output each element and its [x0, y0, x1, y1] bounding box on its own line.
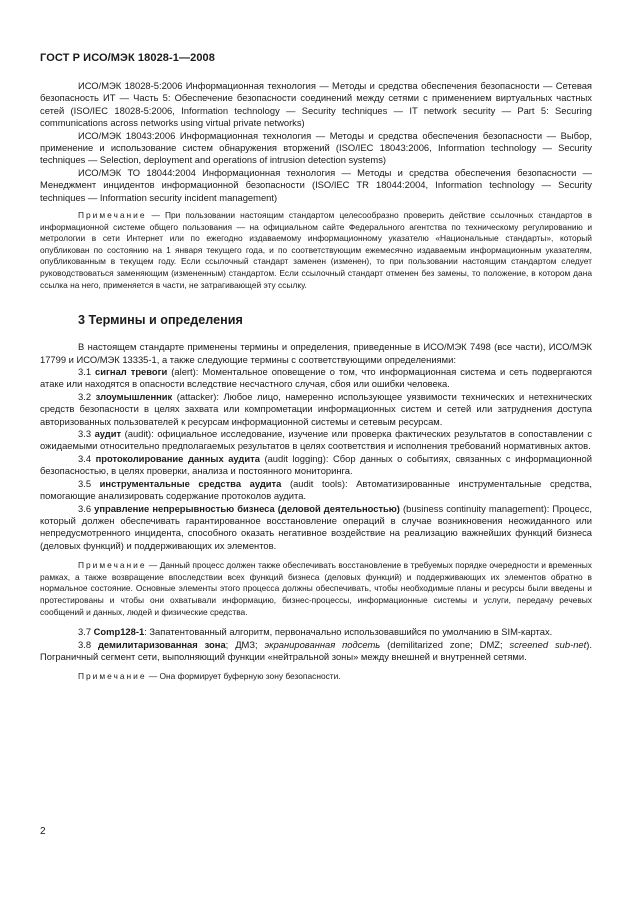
term-definition: : Запатентованный алгоритм, первоначально использовавшийся по умолчанию в SIM-картах.: [144, 626, 553, 638]
term-3-8: [40, 639, 592, 664]
term-name: управление непрерывностью бизнеса (деловой деятельностью): [94, 502, 400, 514]
document-header: ГОСТ Р ИСО/МЭК 18028-1—2008: [40, 52, 215, 64]
term-number: 3.3: [78, 428, 95, 440]
term-3-6: [40, 503, 592, 553]
term-definition: (audit tools): Автоматизированные инструментальные средства, помогающие анализировать содержание протоколов аудита.: [40, 477, 592, 502]
ref-iso-18044: ИСО/МЭК ТО 18044:2004 Информационная технология — Методы и средства обеспечения безопасности — Менеджмент инцидентов информационной безопасности (ISO/IEC TR 18044:2004, Information technology — Security techniques — Information security incident management): [40, 166, 592, 203]
term-number: 3.8: [78, 638, 98, 650]
ref-iso-18028-5: ИСО/МЭК 18028-5:2006 Информационная технология — Методы и средства обеспечения безопасности — Сетевая безопасность ИТ — Часть 5: Обеспечение безопасности соединений между сетями с применением виртуальных частных сетей (ISO/IEC 18028-5:2006, Information technology — Security techniques — IT network security — Part 5: Securing communications across networks using virtual private networks): [40, 80, 592, 129]
term-name: аудит: [94, 428, 122, 440]
term-3-5: [40, 478, 592, 503]
note-text: — Она формирует буферную зону безопасности.: [146, 671, 341, 682]
note-references: [40, 210, 592, 291]
note-label: Примечание: [78, 210, 147, 221]
term-number: 3.5: [78, 477, 100, 489]
term-number: 3.6: [78, 502, 95, 514]
term-definition-a: (demilitarized zone; DMZ;: [380, 638, 510, 650]
term-number: 3.2: [78, 390, 96, 402]
term-definition: (audit): официальное исследование, изучение или проверка фактических результатов в сопоставлении с ожидаемыми относительно предполагаемых результатов в целях соответствия и исполнения требований нормативных актов.: [40, 428, 593, 452]
term-name: сигнал тревоги: [95, 366, 168, 378]
term-name: протоколирование данных аудита: [95, 452, 260, 464]
term-3-7: [40, 626, 592, 638]
note-text: — Данный процесс должен также обеспечивать восстановление в требуемых порядке очередности и временных рамках, а также возвращение впоследствии всех функций бизнеса (деловых функций) и поддерживающих их элементов обратно в нормальное состояние. Основные элементы этого процесса должны обеспечивать, чтобы необходимые планы и ресурсы были введены и протестированы и чтобы они охватывали информацию, бизнес-процессы, информационные системы и услуги, передачу речевых сообщений и данных, людей и физические средства.: [40, 560, 592, 617]
note-label: Примечание: [78, 671, 147, 682]
term-definition: (alert): Моментальное оповещение о том, что информационная система и сеть подвергаются атаке или находятся в опасности вследствие несчастного случая, сбоя или ошибки человека.: [40, 366, 593, 390]
section-title: 3 Термины и определения: [78, 313, 243, 328]
term-3-3: [40, 428, 592, 453]
term-name: Comp128-1: [93, 626, 145, 638]
section-intro: В настоящем стандарте применены термины и определения, приведенные в ИСО/МЭК 7498 (все части), ИСО/МЭК 17799 и ИСО/МЭК 13335-1, а также следующие термины с соответствующими определениями:: [40, 341, 592, 365]
note-text: — При пользовании настоящим стандартом целесообразно проверить действие ссылочных стандартов в информационной системе общего пользования — на официальном сайте Федерального агентства по техническому регулированию и метрологии в сети Интернет или по ежегодно издаваемому информационному указателю «Национальные стандарты», который опубликован по состоянию на 1 января текущего года, и по соответствующим ежемесячно издаваемым информационным указателям, опубликованным в текущем году. Если ссылочный стандарт заменен (изменен), то при пользовании настоящим стандартом следует руководствоваться заменяющим (измененным) стандартом. Если ссылочный стандарт отменен без замены, то положение, в котором дана ссылка на него, применяется в части, не затрагивающей эту ссылку.: [40, 210, 592, 290]
term-name: злоумышленник: [95, 390, 173, 402]
term-3-4: [40, 453, 592, 478]
document-body: [40, 80, 592, 683]
term-definition: (audit logging): Сбор данных о событиях, связанных с информационной безопасностью, в целях проверки, анализа и постоянного мониторинга.: [40, 452, 593, 477]
term-3-2: [40, 391, 592, 428]
term-alt-name-en: screened sub-net: [509, 638, 587, 650]
term-alt-name: экранированная подсеть: [264, 638, 381, 650]
term-separator: ; ДМЗ;: [225, 638, 265, 650]
term-number: 3.4: [78, 452, 96, 464]
term-3-1: [40, 366, 592, 391]
page-number: 2: [40, 826, 46, 837]
note-label: Примечание: [78, 560, 147, 571]
note-term-3-6: [40, 560, 592, 618]
term-number: 3.1: [78, 366, 96, 378]
term-definition: (attacker): Любое лицо, намеренно использующее уязвимости технических и нетехнических средств безопасности в целях захвата или компрометации информационных систем и сетей или затруднения доступа авторизованных пользователей к ресурсам информационной системы и сетевым ресурсам.: [40, 390, 592, 427]
term-definition-b: ). Пограничный сегмент сети, выполняющий функции «нейтральной зоны» между внешней и внутренней сетями.: [40, 638, 592, 662]
term-name: демилитаризованная зона: [97, 638, 226, 650]
term-number: 3.7: [78, 626, 94, 638]
ref-iso-18043: ИСО/МЭК 18043:2006 Информационная технология — Методы и средства обеспечения безопасности — Выбор, применение и использование систем обнаружения вторжений (ISO/IEC 18043:2006, Information technology — Security techniques — Selection, deployment and operations of intrusion detection systems): [40, 129, 592, 166]
term-name: инструментальные средства аудита: [99, 477, 282, 489]
term-definition: (business continuity management): Процесс, который должен обеспечивать гарантированное восстановление операций в случае возникновения неожиданного или непредусмотренного инцидента, способного оказать негативное воздействие на реализацию важнейших функций бизнеса (деловых функций) и поддерживающих их элементов.: [40, 502, 592, 551]
note-term-3-8: [40, 671, 592, 683]
